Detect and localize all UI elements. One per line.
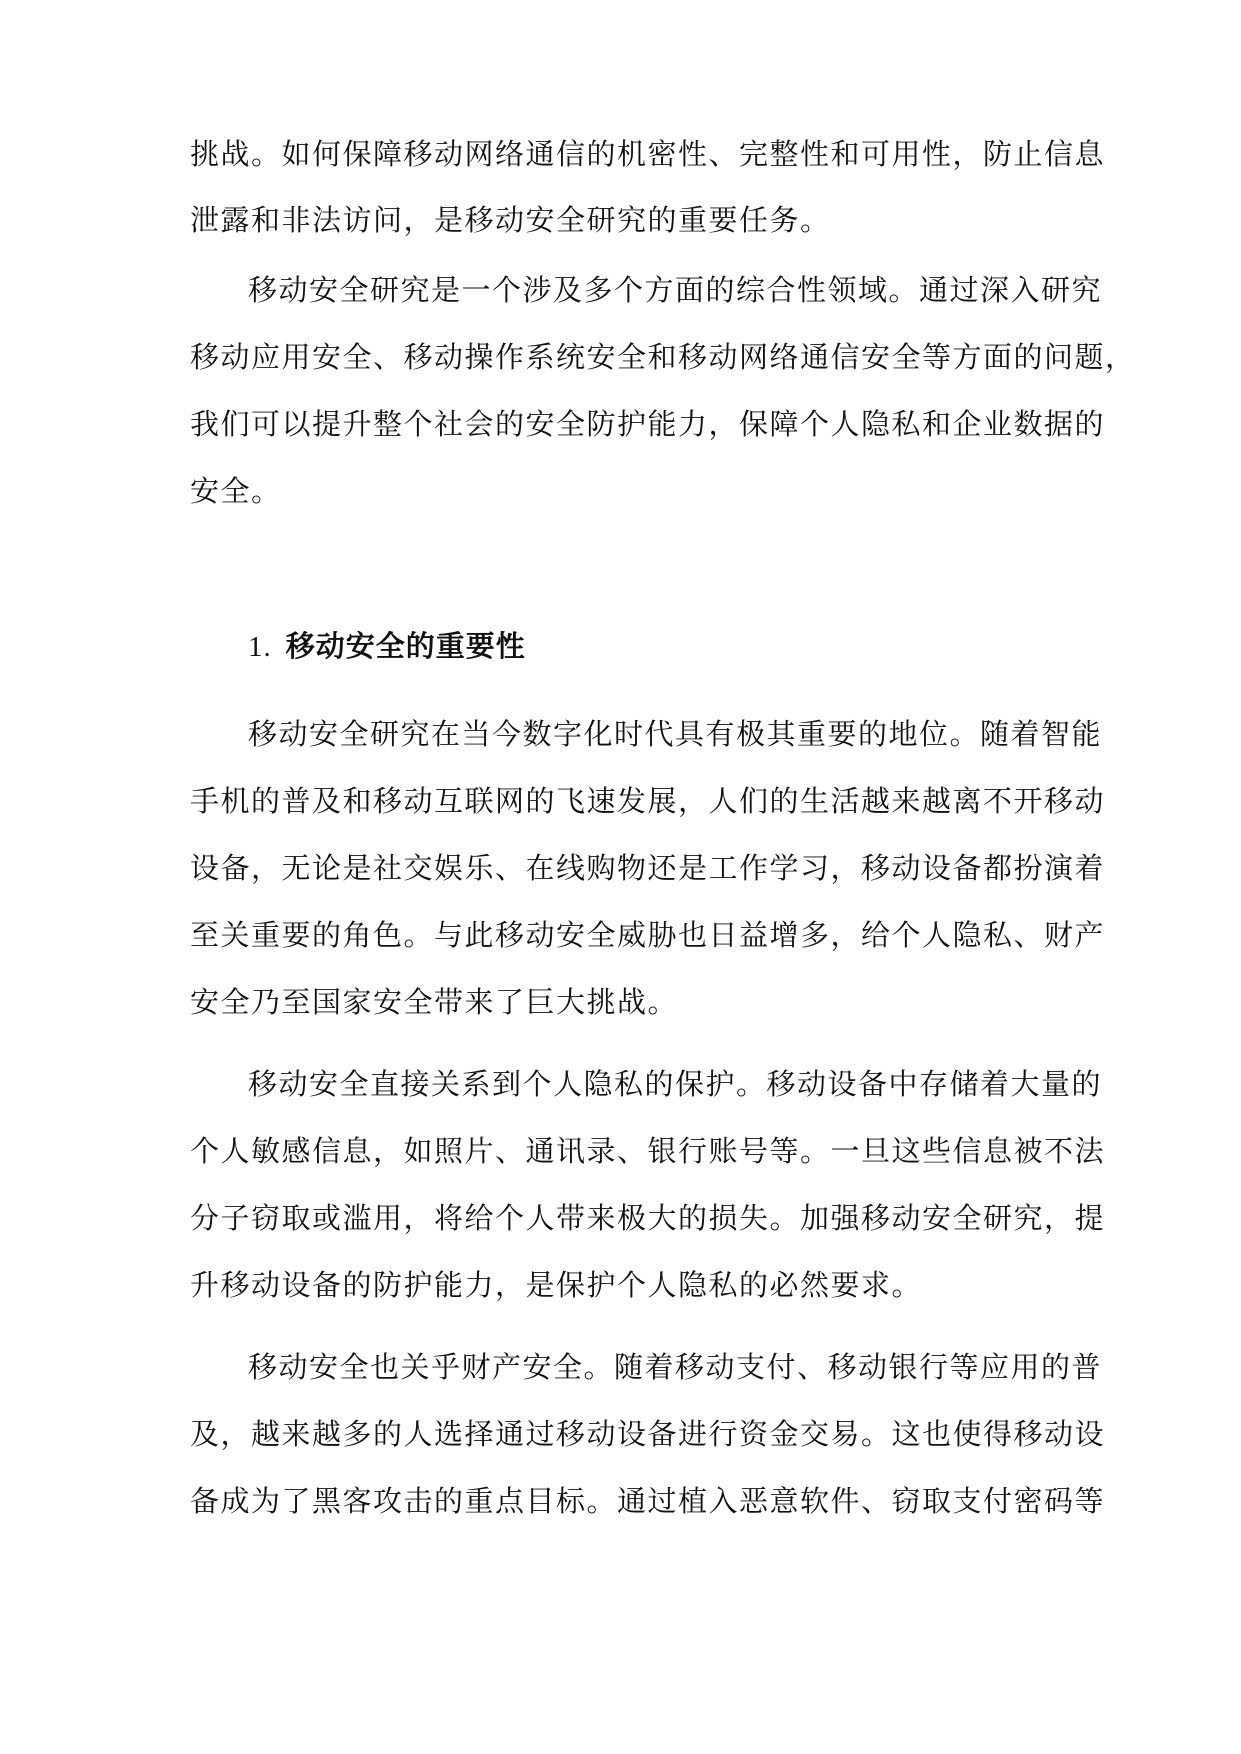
section-number: 1.: [248, 631, 272, 663]
paragraph-line: 移动安全也关乎财产安全。随着移动支付、移动银行等应用的普: [248, 1350, 1103, 1384]
paragraph-line: 备成为了黑客攻击的重点目标。通过植入恶意软件、窃取支付密码等: [190, 1484, 1106, 1518]
paragraph-line: 移动安全直接关系到个人隐私的保护。移动设备中存储着大量的: [248, 1067, 1103, 1101]
section-heading: [248, 626, 526, 667]
paragraph-line: 移动安全研究在当今数字化时代具有极其重要的地位。随着智能: [248, 717, 1103, 751]
paragraph-line: 挑战。如何保障移动网络通信的机密性、完整性和可用性，防止信息: [190, 137, 1106, 171]
paragraph-line: 个人敏感信息，如照片、通讯录、银行账号等。一旦这些信息被不法: [190, 1134, 1106, 1168]
paragraph-line: 手机的普及和移动互联网的飞速发展，人们的生活越来越离不开移动: [190, 784, 1106, 818]
paragraph-line: 移动应用安全、移动操作系统安全和移动网络通信安全等方面的问题，: [190, 340, 1136, 374]
section-title: 移动安全的重要性: [285, 629, 526, 663]
paragraph-line: 升移动设备的防护能力，是保护个人隐私的必然要求。: [190, 1268, 923, 1302]
paragraph-line: 分子窃取或滥用，将给个人带来极大的损失。加强移动安全研究，提: [190, 1201, 1106, 1235]
paragraph-line: 安全乃至国家安全带来了巨大挑战。: [190, 985, 679, 1019]
paragraph-line: 泄露和非法访问，是移动安全研究的重要任务。: [190, 203, 831, 237]
paragraph-line: 安全。: [190, 474, 282, 508]
paragraph-line: 至关重要的角色。与此移动安全威胁也日益增多，给个人隐私、财产: [190, 918, 1106, 952]
paragraph-line: 我们可以提升整个社会的安全防护能力，保障个人隐私和企业数据的: [190, 407, 1106, 441]
paragraph-line: 移动安全研究是一个涉及多个方面的综合性领域。通过深入研究: [248, 273, 1103, 307]
paragraph-line: 设备，无论是社交娱乐、在线购物还是工作学习，移动设备都扮演着: [190, 851, 1106, 885]
paragraph-line: 及，越来越多的人选择通过移动设备进行资金交易。这也使得移动设: [190, 1417, 1106, 1451]
